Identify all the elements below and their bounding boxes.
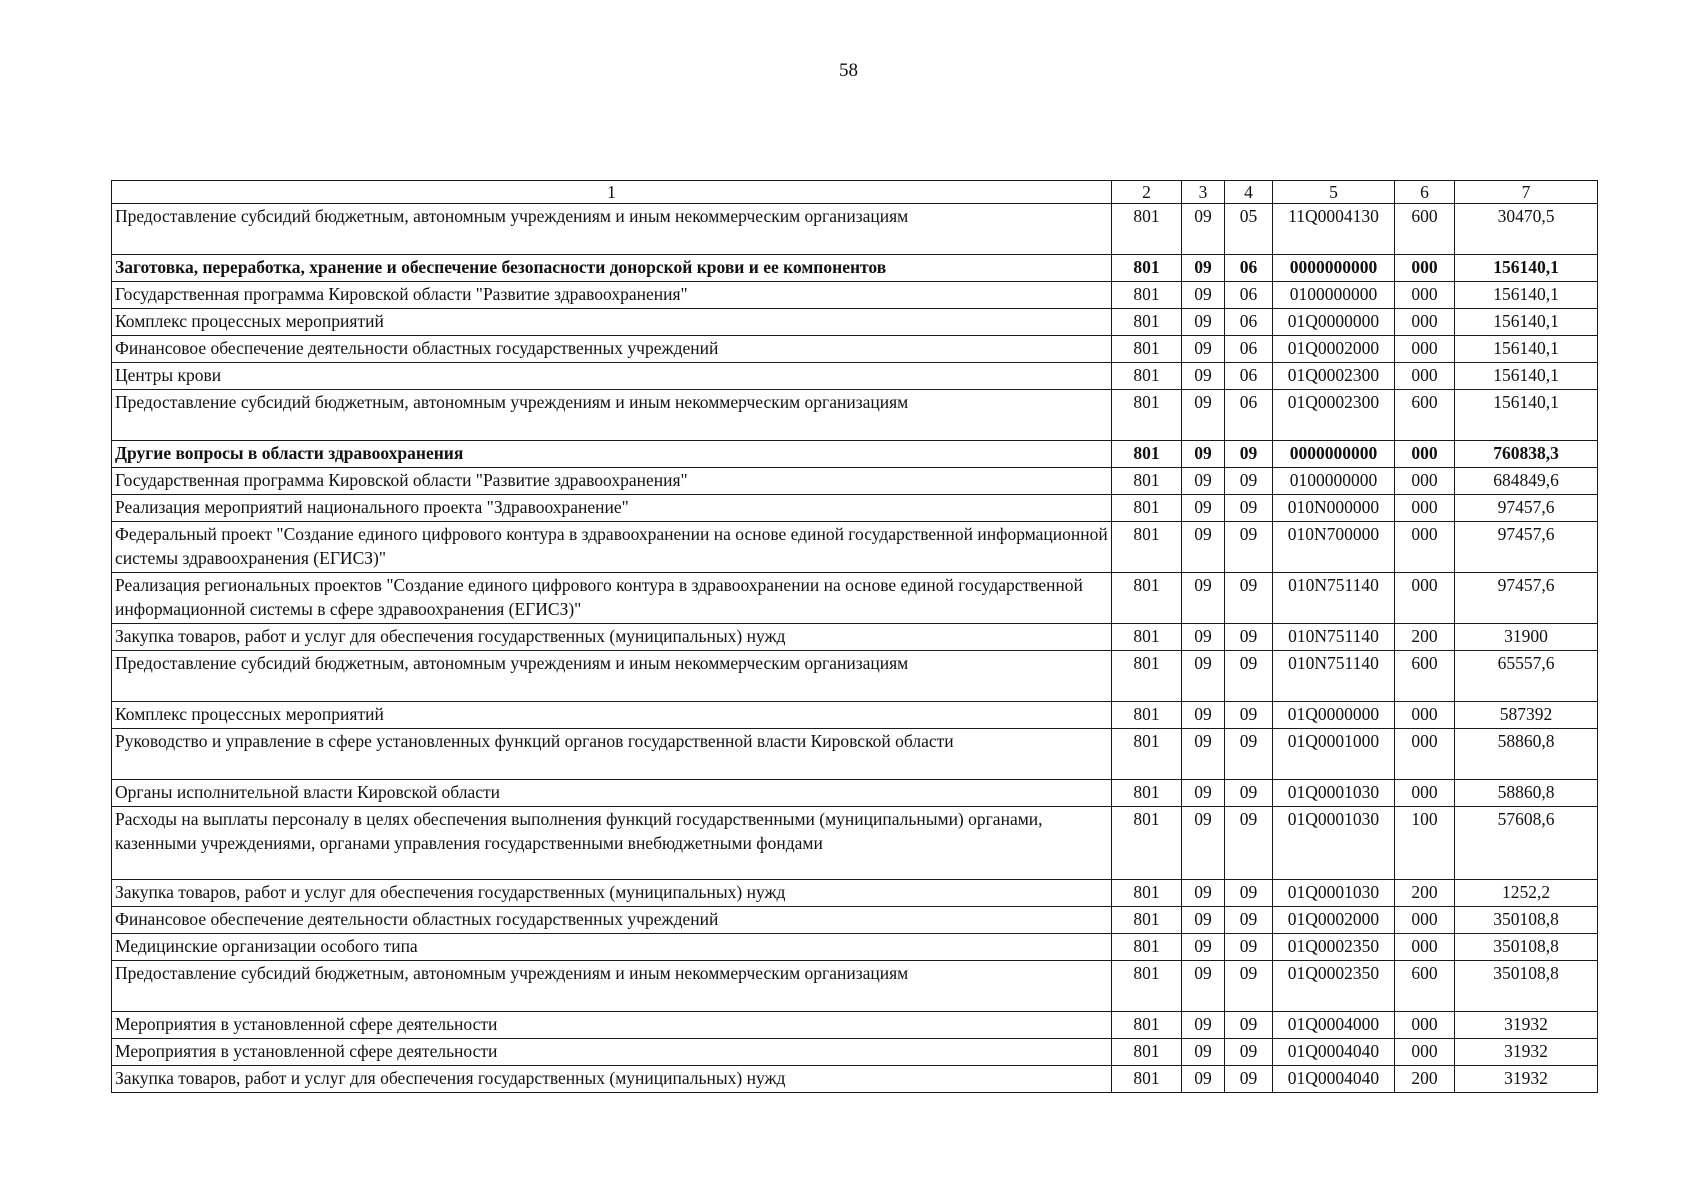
- table-row: [112, 495, 1598, 522]
- ministry-code-cell: 801: [1112, 390, 1182, 441]
- amount-cell: 65557,6: [1455, 651, 1598, 702]
- table-row: [112, 573, 1598, 624]
- expense-type-cell: 000: [1395, 309, 1455, 336]
- row-name-cell: Мероприятия в установленной сфере деятельности: [112, 1012, 1112, 1039]
- amount-cell: 350108,8: [1455, 907, 1598, 934]
- expense-type-cell: 600: [1395, 390, 1455, 441]
- expense-type-cell: 000: [1395, 522, 1455, 573]
- target-article-cell: 010N700000: [1273, 522, 1395, 573]
- row-name-cell: Предоставление субсидий бюджетным, автономным учреждениям и иным некоммерческим организациям: [112, 390, 1112, 441]
- ministry-code-cell: 801: [1112, 573, 1182, 624]
- amount-cell: 156140,1: [1455, 390, 1598, 441]
- header-row: [112, 181, 1598, 204]
- row-name-cell: Предоставление субсидий бюджетным, автономным учреждениям и иным некоммерческим организациям: [112, 204, 1112, 255]
- table-row: [112, 651, 1598, 702]
- table-row: [112, 934, 1598, 961]
- expense-type-cell: 000: [1395, 702, 1455, 729]
- header-cell: 7: [1455, 181, 1598, 204]
- expense-type-cell: 600: [1395, 651, 1455, 702]
- row-name-cell: Закупка товаров, работ и услуг для обеспечения государственных (муниципальных) нужд: [112, 624, 1112, 651]
- amount-cell: 760838,3: [1455, 441, 1598, 468]
- ministry-code-cell: 801: [1112, 1012, 1182, 1039]
- section-code-cell: 09: [1182, 495, 1225, 522]
- header-cell: 4: [1225, 181, 1273, 204]
- budget-table: [111, 180, 1598, 1093]
- amount-cell: 97457,6: [1455, 573, 1598, 624]
- amount-cell: 350108,8: [1455, 961, 1598, 1012]
- subsection-code-cell: 09: [1225, 573, 1273, 624]
- target-article-cell: 01Q0001030: [1273, 780, 1395, 807]
- target-article-cell: 01Q0004040: [1273, 1066, 1395, 1093]
- expense-type-cell: 000: [1395, 907, 1455, 934]
- table-row: [112, 624, 1598, 651]
- header-cell: 3: [1182, 181, 1225, 204]
- expense-type-cell: 000: [1395, 1012, 1455, 1039]
- expense-type-cell: 100: [1395, 807, 1455, 880]
- target-article-cell: 01Q0001030: [1273, 807, 1395, 880]
- row-name-cell: Предоставление субсидий бюджетным, автономным учреждениям и иным некоммерческим организациям: [112, 651, 1112, 702]
- ministry-code-cell: 801: [1112, 961, 1182, 1012]
- row-name-cell: Расходы на выплаты персоналу в целях обеспечения выполнения функций государственными (муниципальными) органами, казенными учреждениями, органами управления государственными внебюджетными фондами: [112, 807, 1112, 880]
- amount-cell: 58860,8: [1455, 729, 1598, 780]
- ministry-code-cell: 801: [1112, 1066, 1182, 1093]
- ministry-code-cell: 801: [1112, 780, 1182, 807]
- table-row: [112, 363, 1598, 390]
- section-code-cell: 09: [1182, 780, 1225, 807]
- subsection-code-cell: 09: [1225, 1066, 1273, 1093]
- section-code-cell: 09: [1182, 807, 1225, 880]
- row-name-cell: Заготовка, переработка, хранение и обеспечение безопасности донорской крови и ее компонентов: [112, 255, 1112, 282]
- table-row: [112, 390, 1598, 441]
- target-article-cell: 0100000000: [1273, 282, 1395, 309]
- row-name-cell: Комплекс процессных мероприятий: [112, 702, 1112, 729]
- ministry-code-cell: 801: [1112, 907, 1182, 934]
- row-name-cell: Центры крови: [112, 363, 1112, 390]
- ministry-code-cell: 801: [1112, 255, 1182, 282]
- section-code-cell: 09: [1182, 441, 1225, 468]
- amount-cell: 156140,1: [1455, 336, 1598, 363]
- subsection-code-cell: 09: [1225, 624, 1273, 651]
- row-name-cell: Реализация региональных проектов "Создание единого цифрового контура в здравоохранении на основе единой государственной информационной системы в сфере здравоохранения (ЕГИСЗ)": [112, 573, 1112, 624]
- table-row: [112, 1039, 1598, 1066]
- expense-type-cell: 600: [1395, 961, 1455, 1012]
- subsection-code-cell: 06: [1225, 309, 1273, 336]
- expense-type-cell: 200: [1395, 624, 1455, 651]
- ministry-code-cell: 801: [1112, 468, 1182, 495]
- expense-type-cell: 000: [1395, 1039, 1455, 1066]
- section-code-cell: 09: [1182, 390, 1225, 441]
- ministry-code-cell: 801: [1112, 624, 1182, 651]
- subsection-code-cell: 09: [1225, 961, 1273, 1012]
- section-code-cell: 09: [1182, 1066, 1225, 1093]
- ministry-code-cell: 801: [1112, 651, 1182, 702]
- subsection-code-cell: 06: [1225, 282, 1273, 309]
- subsection-code-cell: 09: [1225, 495, 1273, 522]
- amount-cell: 684849,6: [1455, 468, 1598, 495]
- section-code-cell: 09: [1182, 573, 1225, 624]
- target-article-cell: 01Q0000000: [1273, 702, 1395, 729]
- amount-cell: 31932: [1455, 1039, 1598, 1066]
- target-article-cell: 01Q0004040: [1273, 1039, 1395, 1066]
- target-article-cell: 010N751140: [1273, 624, 1395, 651]
- table-row: [112, 522, 1598, 573]
- table-row: [112, 807, 1598, 880]
- target-article-cell: 01Q0002000: [1273, 907, 1395, 934]
- page-number: 58: [839, 60, 858, 81]
- subsection-code-cell: 05: [1225, 204, 1273, 255]
- ministry-code-cell: 801: [1112, 495, 1182, 522]
- row-name-cell: Федеральный проект "Создание единого цифрового контура в здравоохранении на основе единой государственной информационной системы здравоохранения (ЕГИСЗ)": [112, 522, 1112, 573]
- amount-cell: 587392: [1455, 702, 1598, 729]
- expense-type-cell: 000: [1395, 468, 1455, 495]
- ministry-code-cell: 801: [1112, 204, 1182, 255]
- subsection-code-cell: 06: [1225, 390, 1273, 441]
- target-article-cell: 01Q0002350: [1273, 961, 1395, 1012]
- target-article-cell: 01Q0001030: [1273, 880, 1395, 907]
- expense-type-cell: 000: [1395, 363, 1455, 390]
- subsection-code-cell: 09: [1225, 522, 1273, 573]
- target-article-cell: 010N751140: [1273, 651, 1395, 702]
- expense-type-cell: 200: [1395, 1066, 1455, 1093]
- section-code-cell: 09: [1182, 880, 1225, 907]
- amount-cell: 57608,6: [1455, 807, 1598, 880]
- amount-cell: 58860,8: [1455, 780, 1598, 807]
- subsection-code-cell: 09: [1225, 934, 1273, 961]
- amount-cell: 156140,1: [1455, 309, 1598, 336]
- ministry-code-cell: 801: [1112, 934, 1182, 961]
- header-cell: 2: [1112, 181, 1182, 204]
- section-code-cell: 09: [1182, 282, 1225, 309]
- ministry-code-cell: 801: [1112, 309, 1182, 336]
- row-name-cell: Финансовое обеспечение деятельности областных государственных учреждений: [112, 907, 1112, 934]
- expense-type-cell: 000: [1395, 255, 1455, 282]
- section-code-cell: 09: [1182, 363, 1225, 390]
- row-name-cell: Другие вопросы в области здравоохранения: [112, 441, 1112, 468]
- subsection-code-cell: 09: [1225, 702, 1273, 729]
- section-code-cell: 09: [1182, 702, 1225, 729]
- section-code-cell: 09: [1182, 651, 1225, 702]
- target-article-cell: 01Q0002000: [1273, 336, 1395, 363]
- section-code-cell: 09: [1182, 255, 1225, 282]
- subsection-code-cell: 09: [1225, 441, 1273, 468]
- section-code-cell: 09: [1182, 624, 1225, 651]
- expense-type-cell: 000: [1395, 441, 1455, 468]
- section-code-cell: 09: [1182, 907, 1225, 934]
- row-name-cell: Государственная программа Кировской области "Развитие здравоохранения": [112, 282, 1112, 309]
- ministry-code-cell: 801: [1112, 729, 1182, 780]
- target-article-cell: 010N000000: [1273, 495, 1395, 522]
- section-code-cell: 09: [1182, 934, 1225, 961]
- amount-cell: 1252,2: [1455, 880, 1598, 907]
- row-name-cell: Медицинские организации особого типа: [112, 934, 1112, 961]
- target-article-cell: 01Q0002300: [1273, 390, 1395, 441]
- expense-type-cell: 000: [1395, 573, 1455, 624]
- ministry-code-cell: 801: [1112, 807, 1182, 880]
- header-cell: 5: [1273, 181, 1395, 204]
- row-name-cell: Предоставление субсидий бюджетным, автономным учреждениям и иным некоммерческим организациям: [112, 961, 1112, 1012]
- amount-cell: 30470,5: [1455, 204, 1598, 255]
- expense-type-cell: 000: [1395, 495, 1455, 522]
- subsection-code-cell: 09: [1225, 729, 1273, 780]
- subsection-code-cell: 06: [1225, 336, 1273, 363]
- subsection-code-cell: 09: [1225, 907, 1273, 934]
- table-row: [112, 309, 1598, 336]
- table-row: [112, 336, 1598, 363]
- ministry-code-cell: 801: [1112, 282, 1182, 309]
- target-article-cell: 01Q0000000: [1273, 309, 1395, 336]
- ministry-code-cell: 801: [1112, 702, 1182, 729]
- ministry-code-cell: 801: [1112, 522, 1182, 573]
- subsection-code-cell: 09: [1225, 1039, 1273, 1066]
- row-name-cell: Государственная программа Кировской области "Развитие здравоохранения": [112, 468, 1112, 495]
- target-article-cell: 01Q0001000: [1273, 729, 1395, 780]
- target-article-cell: 01Q0004000: [1273, 1012, 1395, 1039]
- table-row: [112, 1066, 1598, 1093]
- amount-cell: 156140,1: [1455, 282, 1598, 309]
- amount-cell: 97457,6: [1455, 522, 1598, 573]
- expense-type-cell: 000: [1395, 336, 1455, 363]
- table-row: [112, 1012, 1598, 1039]
- header-cell: 1: [112, 181, 1112, 204]
- target-article-cell: 01Q0002350: [1273, 934, 1395, 961]
- amount-cell: 31932: [1455, 1012, 1598, 1039]
- row-name-cell: Мероприятия в установленной сфере деятельности: [112, 1039, 1112, 1066]
- expense-type-cell: 600: [1395, 204, 1455, 255]
- table-row: [112, 468, 1598, 495]
- row-name-cell: Реализация мероприятий национального проекта "Здравоохранение": [112, 495, 1112, 522]
- row-name-cell: Органы исполнительной власти Кировской области: [112, 780, 1112, 807]
- ministry-code-cell: 801: [1112, 1039, 1182, 1066]
- ministry-code-cell: 801: [1112, 441, 1182, 468]
- section-code-cell: 09: [1182, 309, 1225, 336]
- target-article-cell: 010N751140: [1273, 573, 1395, 624]
- table-row: [112, 204, 1598, 255]
- section-code-cell: 09: [1182, 729, 1225, 780]
- amount-cell: 156140,1: [1455, 255, 1598, 282]
- row-name-cell: Комплекс процессных мероприятий: [112, 309, 1112, 336]
- amount-cell: 31900: [1455, 624, 1598, 651]
- table-row: [112, 907, 1598, 934]
- amount-cell: 156140,1: [1455, 363, 1598, 390]
- section-code-cell: 09: [1182, 204, 1225, 255]
- expense-type-cell: 200: [1395, 880, 1455, 907]
- section-code-cell: 09: [1182, 1012, 1225, 1039]
- subsection-code-cell: 09: [1225, 807, 1273, 880]
- section-code-cell: 09: [1182, 1039, 1225, 1066]
- subsection-code-cell: 09: [1225, 780, 1273, 807]
- amount-cell: 350108,8: [1455, 934, 1598, 961]
- table-row: [112, 780, 1598, 807]
- row-name-cell: Закупка товаров, работ и услуг для обеспечения государственных (муниципальных) нужд: [112, 880, 1112, 907]
- table-row: [112, 282, 1598, 309]
- subsection-code-cell: 09: [1225, 880, 1273, 907]
- expense-type-cell: 000: [1395, 934, 1455, 961]
- amount-cell: 31932: [1455, 1066, 1598, 1093]
- target-article-cell: 0000000000: [1273, 441, 1395, 468]
- section-code-cell: 09: [1182, 522, 1225, 573]
- expense-type-cell: 000: [1395, 780, 1455, 807]
- section-code-cell: 09: [1182, 961, 1225, 1012]
- table-row: [112, 729, 1598, 780]
- ministry-code-cell: 801: [1112, 363, 1182, 390]
- table-row: [112, 255, 1598, 282]
- row-name-cell: Закупка товаров, работ и услуг для обеспечения государственных (муниципальных) нужд: [112, 1066, 1112, 1093]
- expense-type-cell: 000: [1395, 282, 1455, 309]
- target-article-cell: 0100000000: [1273, 468, 1395, 495]
- table-row: [112, 880, 1598, 907]
- subsection-code-cell: 06: [1225, 363, 1273, 390]
- amount-cell: 97457,6: [1455, 495, 1598, 522]
- ministry-code-cell: 801: [1112, 880, 1182, 907]
- table-row: [112, 441, 1598, 468]
- table-body: [112, 204, 1598, 1093]
- table-row: [112, 961, 1598, 1012]
- target-article-cell: 0000000000: [1273, 255, 1395, 282]
- subsection-code-cell: 09: [1225, 1012, 1273, 1039]
- row-name-cell: Руководство и управление в сфере установленных функций органов государственной власти Кировской области: [112, 729, 1112, 780]
- target-article-cell: 11Q0004130: [1273, 204, 1395, 255]
- target-article-cell: 01Q0002300: [1273, 363, 1395, 390]
- section-code-cell: 09: [1182, 468, 1225, 495]
- section-code-cell: 09: [1182, 336, 1225, 363]
- header-cell: 6: [1395, 181, 1455, 204]
- subsection-code-cell: 09: [1225, 651, 1273, 702]
- subsection-code-cell: 09: [1225, 468, 1273, 495]
- subsection-code-cell: 06: [1225, 255, 1273, 282]
- ministry-code-cell: 801: [1112, 336, 1182, 363]
- expense-type-cell: 000: [1395, 729, 1455, 780]
- row-name-cell: Финансовое обеспечение деятельности областных государственных учреждений: [112, 336, 1112, 363]
- table-row: [112, 702, 1598, 729]
